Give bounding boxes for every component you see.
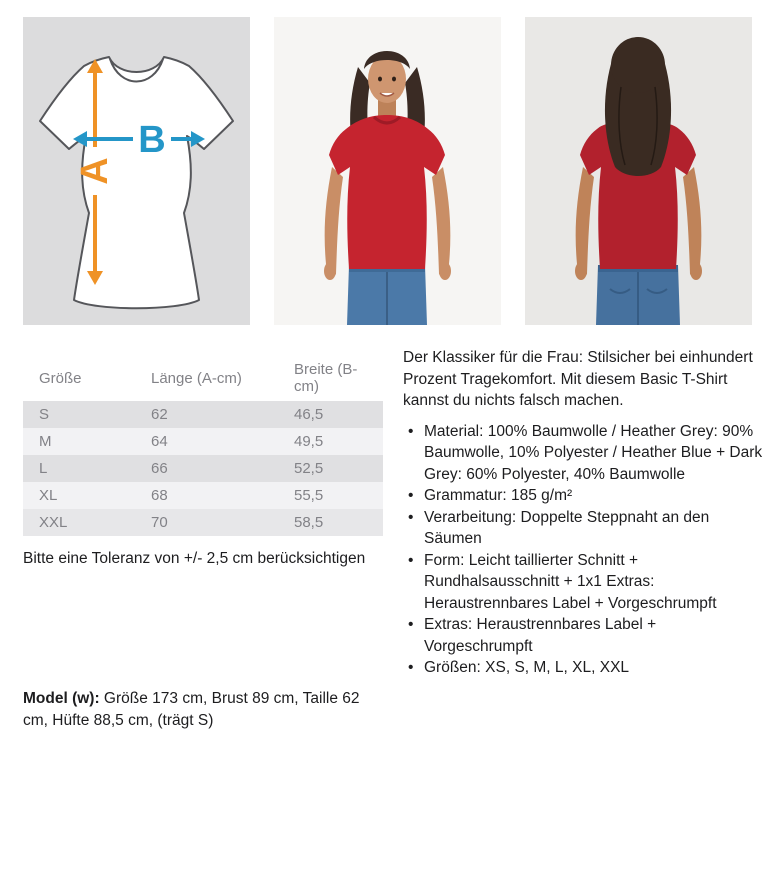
size-diagram-image — [23, 17, 250, 325]
size-info-column — [23, 356, 383, 732]
cell-width: 52,5 — [294, 460, 324, 477]
bullet-groessen: • Größen: XS, S, M, L, XL, XXL — [403, 657, 769, 679]
cell-size: M — [39, 433, 52, 450]
table-row — [23, 455, 383, 482]
column-header-breite: Breite (B-cm) — [278, 356, 383, 401]
cell-size: XXL — [39, 514, 68, 531]
description-intro: Der Klassiker für die Frau: Stilsicher bei einhundert Prozent Tragekomfort. Mit diesem Basic T-Shirt kannst du nichts falsch machen. — [403, 349, 753, 409]
size-table-header-row — [23, 356, 383, 401]
table-row — [23, 482, 383, 509]
cell-length: 66 — [151, 460, 168, 477]
table-row — [23, 401, 383, 428]
table-row — [23, 509, 383, 536]
bullet-verarbeitung: • Verarbeitung: Doppelte Steppnaht an den Säumen — [403, 507, 769, 550]
cell-length: 62 — [151, 406, 168, 423]
bullet-extras: • Extras: Heraustrennbares Label + Vorgeschrumpft — [403, 614, 769, 657]
cell-width: 49,5 — [294, 433, 324, 450]
bullet-grammatur: • Grammatur: 185 g/m² — [403, 485, 769, 507]
model-info-text: Größe 173 cm, Brust 89 cm, Taille 62 cm, Hüfte 88,5 cm, (trägt S) — [23, 690, 360, 729]
product-image-row — [23, 17, 752, 325]
model-info-label: Model (w): — [23, 690, 100, 707]
cell-size: S — [39, 406, 50, 423]
tshirt-measurement-diagram-icon — [23, 17, 250, 325]
cell-length: 64 — [151, 433, 168, 450]
cell-size: XL — [39, 487, 58, 504]
tolerance-note: Bitte eine Toleranz von +/- 2,5 cm berücksichtigen — [23, 550, 366, 567]
product-description — [403, 347, 769, 679]
description-bullet-list — [403, 421, 769, 679]
cell-length: 70 — [151, 514, 168, 531]
label-a: A — [74, 157, 116, 185]
model-back-photo — [525, 17, 752, 325]
model-front-illustration — [274, 17, 501, 325]
bullet-form: • Form: Leicht taillierter Schnitt + Rundhalsausschnitt + 1x1 Extras: Heraustrennbares Label + Vorgeschrumpft — [403, 550, 769, 615]
cell-width: 46,5 — [294, 406, 324, 423]
cell-length: 68 — [151, 487, 168, 504]
cell-width: 55,5 — [294, 487, 324, 504]
column-header-laenge: Länge (A-cm) — [135, 356, 278, 401]
bullet-material: • Material: 100% Baumwolle / Heather Grey: 90% Baumwolle, 10% Polyester / Heather Blue + Dark Grey: 60% Polyester, 40% Baumwolle — [403, 421, 769, 486]
column-header-groesse: Größe — [23, 356, 135, 401]
model-info — [23, 688, 383, 732]
label-b: B — [138, 119, 166, 161]
size-table — [23, 356, 383, 536]
model-front-photo — [274, 17, 501, 325]
table-row — [23, 428, 383, 455]
model-back-illustration — [525, 17, 752, 325]
cell-size: L — [39, 460, 48, 477]
cell-width: 58,5 — [294, 514, 324, 531]
